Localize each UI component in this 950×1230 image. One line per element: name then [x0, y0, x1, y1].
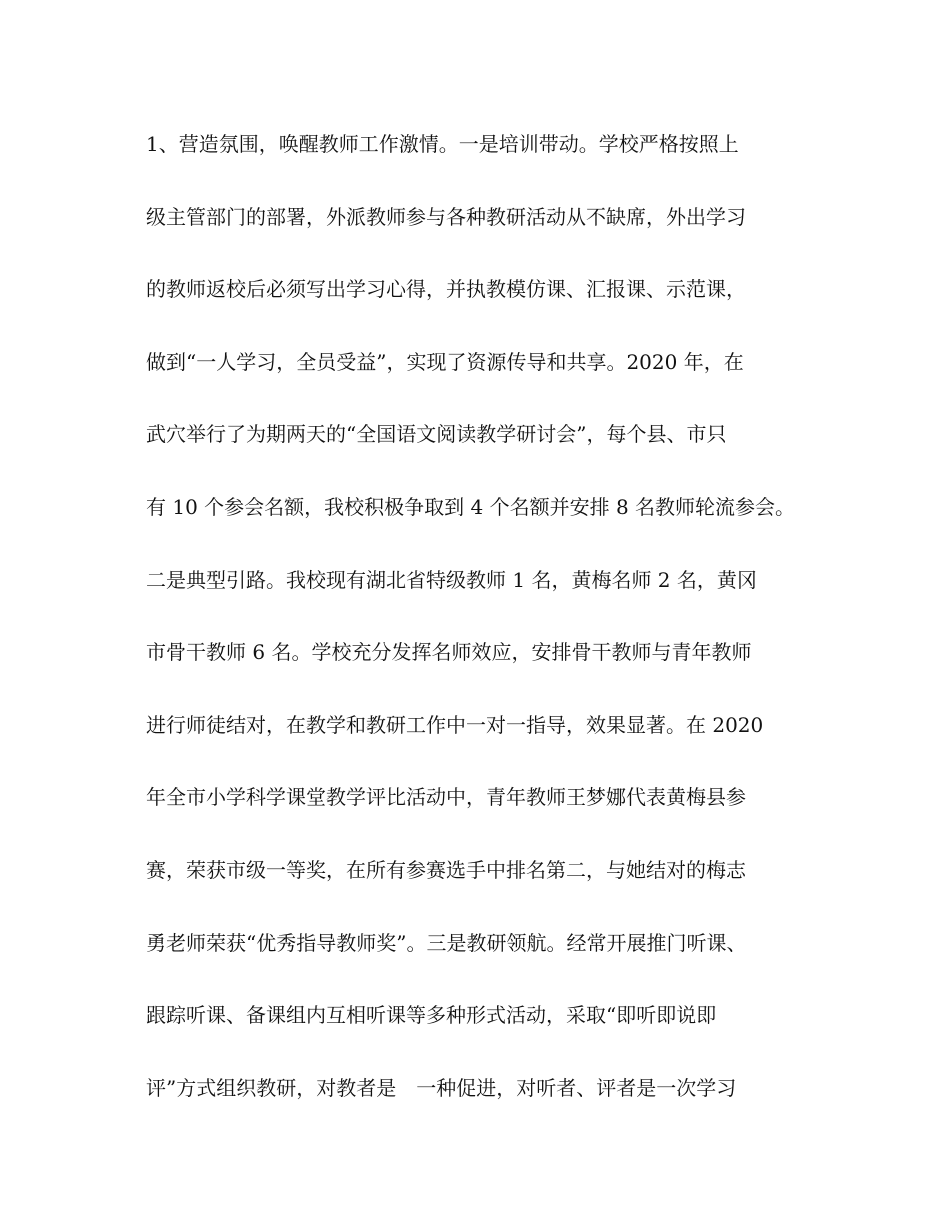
text-line: 赛，荣获市级一等奖，在所有参赛选手中排名第二，与她结对的梅志 — [146, 857, 746, 882]
text-line: 跟踪听课、备课组内互相听课等多种形式活动，采取“即听即说即 — [146, 1003, 717, 1028]
text-line: 武穴举行了为期两天的“全国语文阅读教学研讨会”，每个县、市只 — [146, 422, 727, 447]
body-text — [146, 123, 836, 1139]
text-line: 评”方式组织教研，对教者是 一种促进，对听者、评者是一次学习 — [146, 1075, 737, 1100]
text-line: 的教师返校后必须写出学习心得，并执教模仿课、汇报课、示范课， — [146, 277, 746, 302]
text-line: 二是典型引路。我校现有湖北省特级教师 1 名，黄梅名师 2 名，黄冈 — [146, 567, 757, 592]
text-line: 年全市小学科学课堂教学评比活动中，青年教师王梦娜代表黄梅县参 — [146, 785, 746, 810]
text-line: 级主管部门的部署，外派教师参与各种教研活动从不缺席，外出学习 — [146, 204, 746, 229]
text-line: 1、营造氛围，唤醒教师工作激情。一是培训带动。学校严格按照上 — [146, 132, 739, 156]
text-line: 做到“一人学习，全员受益”，实现了资源传导和共享。2020 年，在 — [146, 349, 744, 374]
text-line: 有 10 个参会名额，我校积极争取到 4 个名额并安排 8 名教师轮流参会。 — [146, 494, 796, 519]
text-line: 市骨干教师 6 名。学校充分发挥名师效应，安排骨干教师与青年教师 — [146, 640, 752, 665]
text-line: 进行师徒结对，在教学和教研工作中一对一指导，效果显著。在 2020 — [146, 712, 764, 737]
text-line: 勇老师荣获“优秀指导教师奖”。三是教研领航。经常开展推门听课、 — [146, 930, 747, 955]
